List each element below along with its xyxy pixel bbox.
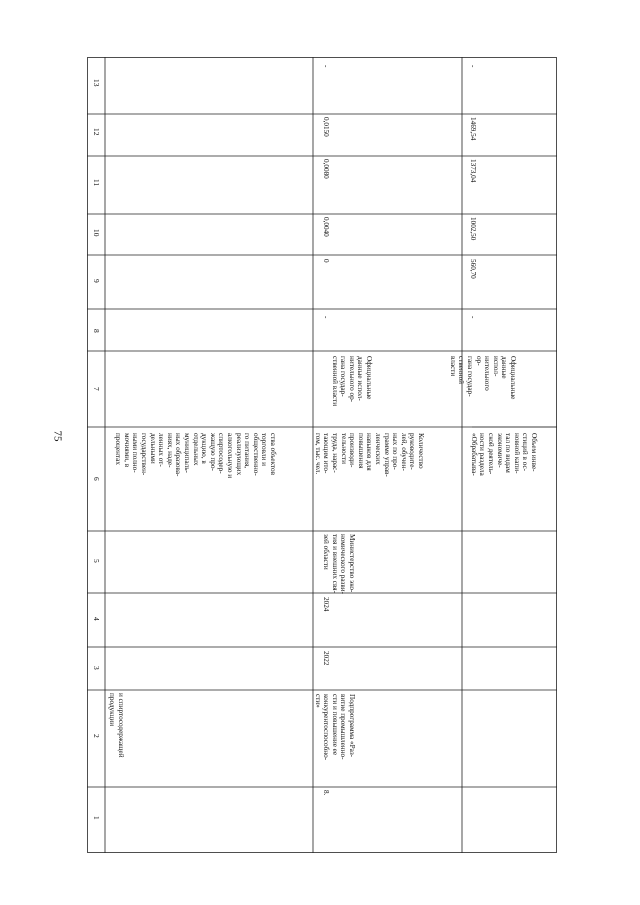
page-number: 75 xyxy=(51,430,64,442)
row2-col10: 0,0040 xyxy=(322,217,330,237)
row2-col7: Официальные данные испол- нительного ор- гана государ- ственной власти xyxy=(330,356,373,407)
header-col-13: 13 xyxy=(92,79,101,87)
row2-col3: 2022 xyxy=(322,651,330,666)
header-col-9: 9 xyxy=(92,279,101,283)
header-col-7: 7 xyxy=(92,387,101,391)
row3-col12: 1469,54 xyxy=(469,117,477,141)
header-col-10: 10 xyxy=(92,229,101,237)
header-col-1: 1 xyxy=(92,816,101,820)
header-col-4: 4 xyxy=(92,617,101,621)
row2-col8: - xyxy=(322,316,330,319)
row2-col1: 8. xyxy=(322,790,330,796)
header-col-8: 8 xyxy=(92,329,101,333)
row2-col12: 0,0150 xyxy=(322,117,330,137)
header-col-5: 5 xyxy=(92,559,101,563)
row2-col9: 0 xyxy=(322,259,330,263)
row1-col6: ства объектов торговли и общественно- го питания, реализующих алкогольную и спиртосодер- жащую про- дукцию, в отдельных муниципаль- ных образова- ниях, наде- ленных от- дельными государствен- ными полно- мочиями, в процентах xyxy=(114,433,277,479)
header-col-2: 2 xyxy=(92,734,101,738)
row3-col6: Объем инве- стиций в ос- новной капи- тал по видам экономиче- ской деятель- ности раздела «Обрабатыва- xyxy=(469,433,538,476)
row3-col10: 1002,50 xyxy=(469,217,477,241)
row2-col2: Подпрограмма «Раз- витие промышленно- сти и повышение ее конкурентоспособно- сти» xyxy=(313,694,356,761)
row3-col11: 1373,04 xyxy=(469,159,477,183)
data-table xyxy=(87,57,557,853)
row2-col5: Министерство эко- номического разви- тия и внешних свя- зей области xyxy=(322,534,356,595)
header-col-12: 12 xyxy=(92,128,101,136)
row3-col7: Официальные данные испол- нительного ор- гана государ- ственной власти xyxy=(448,356,517,400)
header-col-3: 3 xyxy=(92,666,101,670)
header-col-11: 11 xyxy=(92,179,101,187)
row2-col6: Количество руководите- лей, обучен- ных по про- грамме управ- ленческих навыков для повышения производи- тельности труда, нарас- тающим ито- гом, тыс. чел. xyxy=(313,433,425,477)
header-col-6: 6 xyxy=(92,477,101,481)
row3-col13: - xyxy=(469,65,477,68)
row2-col13: - xyxy=(322,65,330,68)
row1-col2: и спиртосодержащей продукции xyxy=(108,693,125,758)
row3-col9: 560,70 xyxy=(469,259,477,279)
row2-col11: 0,0080 xyxy=(322,159,330,179)
row3-col8: - xyxy=(469,316,477,319)
row2-col4: 2024 xyxy=(322,597,330,612)
